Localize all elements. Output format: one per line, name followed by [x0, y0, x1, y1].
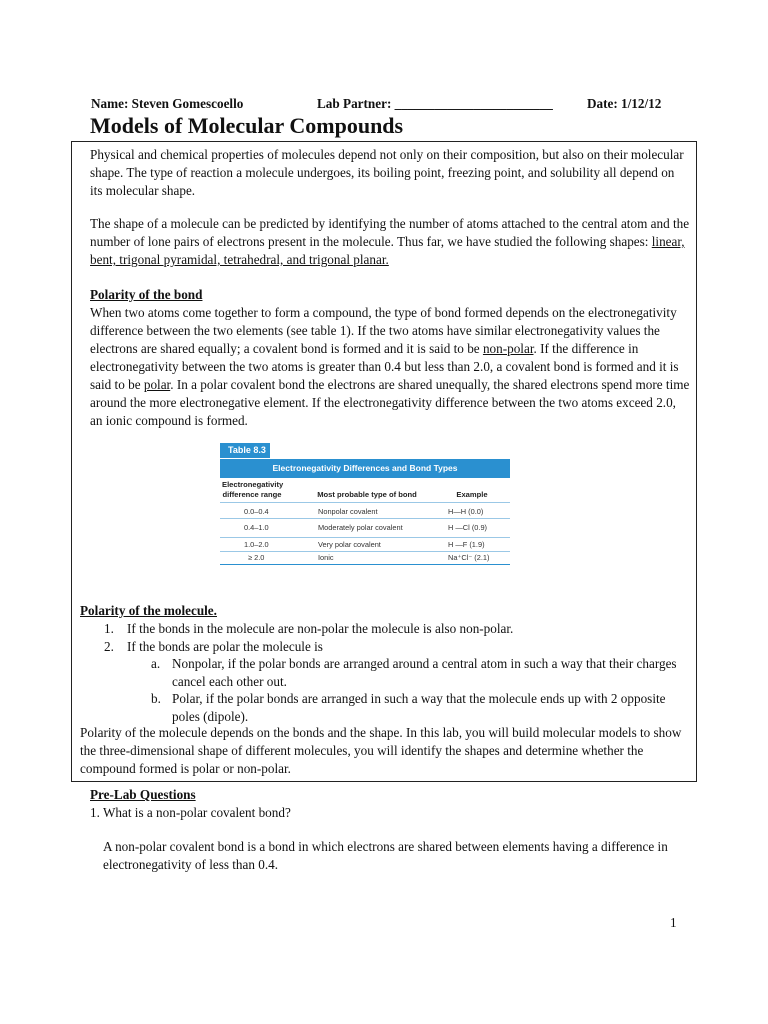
electronegativity-table — [220, 443, 510, 566]
sub-item-b: Polar, if the polar bonds are arranged in such a way that the molecule ends up with 2 opposite poles (dipole). — [172, 691, 666, 724]
sub-item-a: Nonpolar, if the polar bonds are arranged around a central atom in such a way that their charges cancel each other out. — [172, 656, 677, 689]
row-type: Moderately polar covalent — [318, 523, 403, 532]
bond-heading — [90, 286, 690, 304]
col-header-range: Electronegativity difference range — [222, 480, 284, 499]
row-range: ≥ 2.0 — [248, 553, 265, 562]
row-type: Ionic — [318, 553, 334, 562]
table-title: Electronegativity Differences and Bond Types — [220, 459, 510, 478]
table-row — [220, 502, 510, 519]
table-bottom-rule — [220, 564, 510, 565]
bond-text-1: When two atoms come together to form a compound, the type of bond formed depends on the electronegativity difference between the two elements (see table 1). If the two atoms have similar electronegativity values the electrons are shared equally; a covalent bond is formed and it is said to be — [90, 305, 677, 356]
table-row — [220, 551, 510, 565]
page-number: 1 — [670, 915, 677, 930]
polar-term: polar — [143, 377, 171, 392]
list-number-2: 2. — [104, 639, 114, 654]
row-range: 0.4–1.0 — [244, 523, 269, 532]
bond-text-2: . If the difference in electronegativity between the two atoms is greater than 0.4 but less than 2.0, a covalent bond is formed and it is said to be — [90, 341, 679, 392]
page-title: Models of Molecular Compounds — [90, 113, 404, 138]
row-example: H —F (1.9) — [448, 540, 485, 549]
col-header-type: Most probable type of bond — [317, 490, 417, 499]
prelab-heading — [90, 786, 690, 804]
date: Date: 1/12/12 — [587, 96, 662, 111]
molecule-heading-text: Polarity of the molecule. — [80, 603, 217, 618]
row-example: H —Cl (0.9) — [448, 523, 488, 532]
list-item-2: If the bonds are polar the molecule is — [127, 639, 323, 654]
row-example: H—H (0.0) — [448, 507, 484, 516]
list-item-1: If the bonds in the molecule are non-polar the molecule is also non-polar. — [127, 621, 514, 636]
lab-partner: Lab Partner: ________________________ — [317, 96, 553, 111]
row-range: 0.0–0.4 — [244, 507, 269, 516]
shapes-list: linear, bent, trigonal pyramidal, tetrahedral, and trigonal planar. — [90, 234, 685, 267]
row-range: 1.0–2.0 — [244, 540, 269, 549]
bond-paragraph — [90, 304, 690, 430]
molecule-closing-paragraph: Polarity of the molecule depends on the bonds and the shape. In this lab, you will build molecular models to show the three-dimensional shape of different molecules, you will identify the shapes and determine whether the compound formed is polar or non-polar. — [80, 725, 682, 776]
student-name: Name: Steven Gomescoello — [91, 96, 244, 111]
col-header-example: Example — [456, 490, 488, 499]
intro-paragraph-1: Physical and chemical properties of molecules depend not only on their composition, but also on their molecular shape. The type of reaction a molecule undergoes, its boiling point, freezing point, and solubility all depend on its molecular shape. — [90, 147, 684, 198]
row-type: Nonpolar covalent — [318, 507, 378, 516]
bond-heading-text: Polarity of the bond — [90, 287, 203, 302]
row-example: Na⁺Cl⁻ (2.1) — [448, 553, 490, 562]
prelab-question-1: 1. What is a non-polar covalent bond? — [90, 805, 291, 820]
sub-letter-a: a. — [151, 656, 161, 671]
prelab-answer-1: A non-polar covalent bond is a bond in which electrons are shared between elements having a difference in electronegativity of less than 0.4. — [103, 839, 668, 872]
prelab-heading-text: Pre-Lab Questions — [90, 787, 196, 802]
table-label: Table 8.3 — [220, 443, 270, 458]
intro-p2-text: The shape of a molecule can be predicted by identifying the number of atoms attached to the central atom and the number of lone pairs of electrons present in the molecule. Thus far, we have studied the following shapes: — [90, 216, 690, 249]
intro-paragraph-2 — [90, 215, 690, 269]
row-type: Very polar covalent — [318, 540, 381, 549]
table-row — [220, 537, 510, 551]
table-row — [220, 518, 510, 537]
nonpolar-term: non-polar — [482, 341, 534, 356]
molecule-heading — [80, 602, 680, 620]
bond-text-3: . In a polar covalent bond the electrons are shared unequally, the shared electrons spend more time around the more electronegative element. If the electronegativity difference between the two atoms exceed 2.0, an ionic compound is formed. — [90, 377, 690, 428]
list-number-1: 1. — [104, 621, 114, 636]
sub-letter-b: b. — [151, 691, 161, 706]
